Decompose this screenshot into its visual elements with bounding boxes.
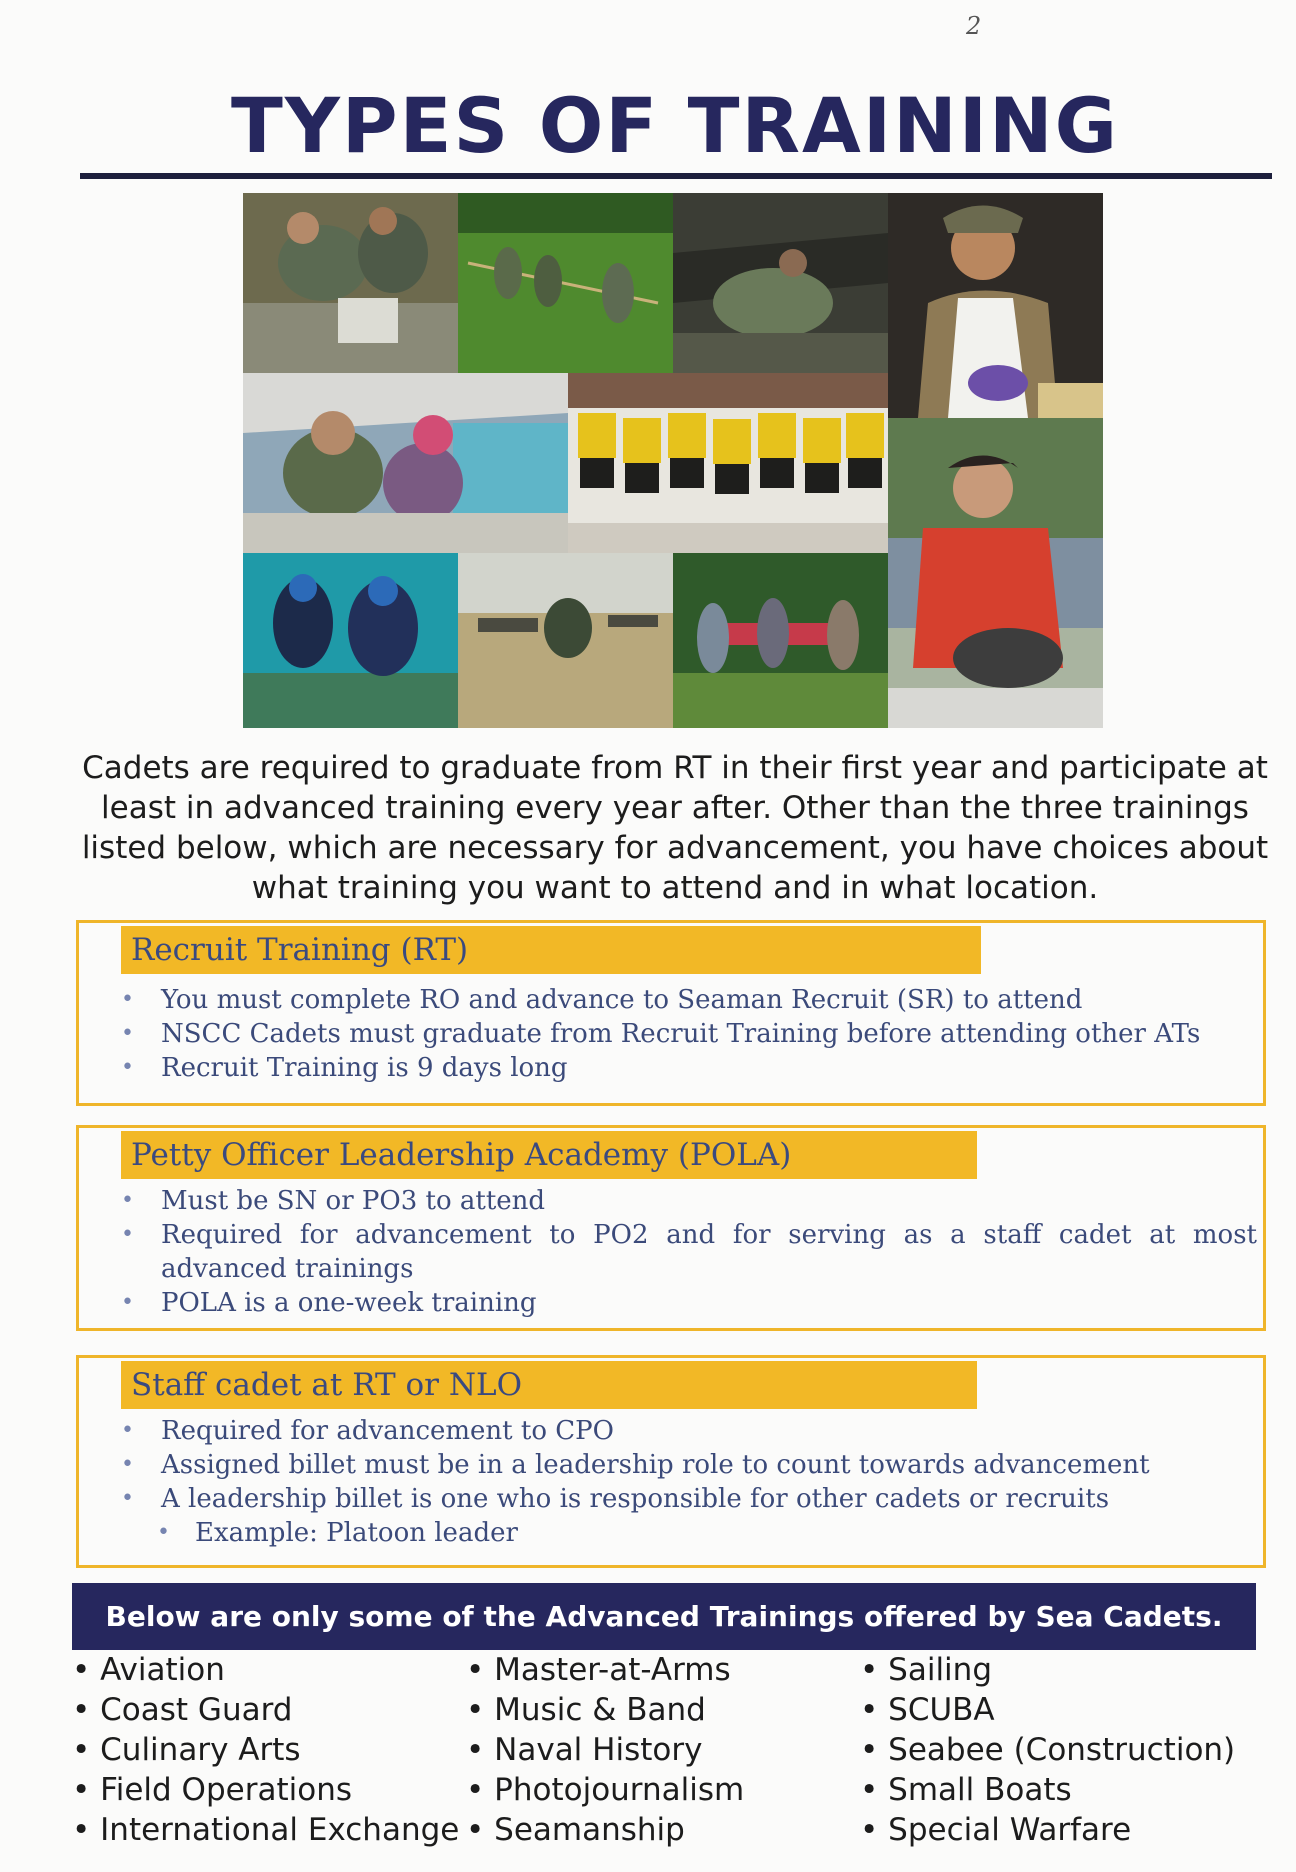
bullet-icon: •: [121, 1486, 134, 1511]
bullet-icon: •: [121, 1222, 134, 1247]
photo-beach-landing: [458, 553, 673, 728]
photo-first-aid-training: [243, 193, 458, 373]
bullet-icon: •: [121, 1418, 134, 1443]
list-item: • Seamanship: [466, 1812, 685, 1848]
photo-obstacle-course: [673, 193, 888, 373]
photo-small-boat-cadet: [888, 418, 1103, 728]
list-item: • SCUBA: [860, 1692, 995, 1728]
list-item: • Assigned billet must be in a leadership role to count towards advancement: [121, 1450, 1150, 1480]
bullet-icon: •: [466, 1732, 485, 1768]
photo-stretcher-carry: [673, 553, 888, 728]
bullet-icon: •: [121, 1055, 134, 1080]
section-staff-cadet: [76, 1355, 1266, 1568]
section-title: Recruit Training (RT): [121, 926, 981, 974]
bullet-icon: •: [121, 987, 134, 1012]
section-items: [121, 983, 1257, 1085]
list-item: • Sailing: [860, 1652, 992, 1688]
stray-pen-mark: 2: [966, 12, 982, 40]
title-divider: [80, 173, 1272, 179]
list-item: • You must complete RO and advance to Seaman Recruit (SR) to attend: [121, 985, 1083, 1015]
list-item: • Recruit Training is 9 days long: [121, 1053, 568, 1083]
intro-paragraph: Cadets are required to graduate from RT in their first year and participate at least in advanced training every year after. Other than the three trainings listed below, which are necessary for advancement, you have choices about what training you want to attend and in what location.: [81, 750, 1269, 906]
list-item: • Naval History: [466, 1732, 703, 1768]
list-item: • Photojournalism: [466, 1772, 745, 1808]
list-item: • Seabee (Construction): [860, 1732, 1236, 1768]
bullet-icon: •: [121, 1188, 134, 1213]
list-item: • Music & Band: [466, 1692, 706, 1728]
list-item: • Aviation: [72, 1652, 225, 1688]
list-item: • Coast Guard: [72, 1692, 293, 1728]
bullet-icon: •: [860, 1772, 879, 1808]
training-photo-collage: [243, 193, 1103, 728]
photo-culinary-cadet: [888, 193, 1103, 418]
bullet-icon: •: [72, 1692, 91, 1728]
list-item: • International Exchange: [72, 1812, 460, 1848]
list-item: • Master-at-Arms: [466, 1652, 731, 1688]
list-item: • Small Boats: [860, 1772, 1072, 1808]
list-item: • POLA is a one-week training: [121, 1288, 537, 1318]
section-items: [121, 1414, 1257, 1550]
bullet-icon: •: [860, 1732, 879, 1768]
bullet-icon: •: [72, 1652, 91, 1688]
section-recruit-training: [76, 920, 1266, 1106]
sub-list-item: • Example: Platoon leader: [157, 1518, 518, 1548]
list-item: • Required for advancement to CPO: [121, 1416, 614, 1446]
bullet-icon: •: [860, 1692, 879, 1728]
bullet-icon: •: [121, 1021, 134, 1046]
advanced-trainings-column-2: [466, 1650, 744, 1850]
photo-track-strip: [568, 523, 888, 553]
bullet-icon: •: [121, 1290, 134, 1315]
bullet-icon: •: [466, 1812, 485, 1848]
bullet-icon: •: [121, 1452, 134, 1477]
list-item: • Required for advancement to PO2 and for serving as a staff cadet at most advanced trainings: [121, 1220, 1257, 1284]
list-item: • Field Operations: [72, 1772, 352, 1808]
list-item: • A leadership billet is one who is responsible for other cadets or recruits: [121, 1484, 1110, 1514]
photo-cadets-running: [568, 373, 888, 523]
advanced-trainings-banner: Below are only some of the Advanced Trainings offered by Sea Cadets.: [72, 1583, 1256, 1650]
list-item: • NSCC Cadets must graduate from Recruit Training before attending other ATs: [121, 1019, 1201, 1049]
list-item: • Must be SN or PO3 to attend: [121, 1186, 546, 1216]
bullet-icon: •: [72, 1812, 91, 1848]
advanced-trainings-column-3: [860, 1650, 1235, 1850]
bullet-icon: •: [860, 1812, 879, 1848]
list-item: • Culinary Arts: [72, 1732, 301, 1768]
bullet-icon: •: [466, 1652, 485, 1688]
section-title: Petty Officer Leadership Academy (POLA): [121, 1131, 977, 1179]
photo-flight-cockpit: [243, 373, 568, 553]
bullet-icon: •: [860, 1652, 879, 1688]
section-pola: [76, 1125, 1266, 1331]
bullet-icon: •: [72, 1732, 91, 1768]
page-title: TYPES OF TRAINING: [231, 81, 1119, 170]
section-items: [121, 1184, 1257, 1320]
advanced-trainings-column-1: [72, 1650, 459, 1850]
bullet-icon: •: [466, 1692, 485, 1728]
bullet-icon: •: [466, 1772, 485, 1808]
photo-tug-of-war: [458, 193, 673, 373]
bullet-icon: •: [72, 1772, 91, 1808]
photo-scuba-divers: [243, 553, 458, 728]
bullet-icon: •: [157, 1520, 170, 1545]
section-title: Staff cadet at RT or NLO: [121, 1361, 977, 1409]
list-item: • Special Warfare: [860, 1812, 1132, 1848]
